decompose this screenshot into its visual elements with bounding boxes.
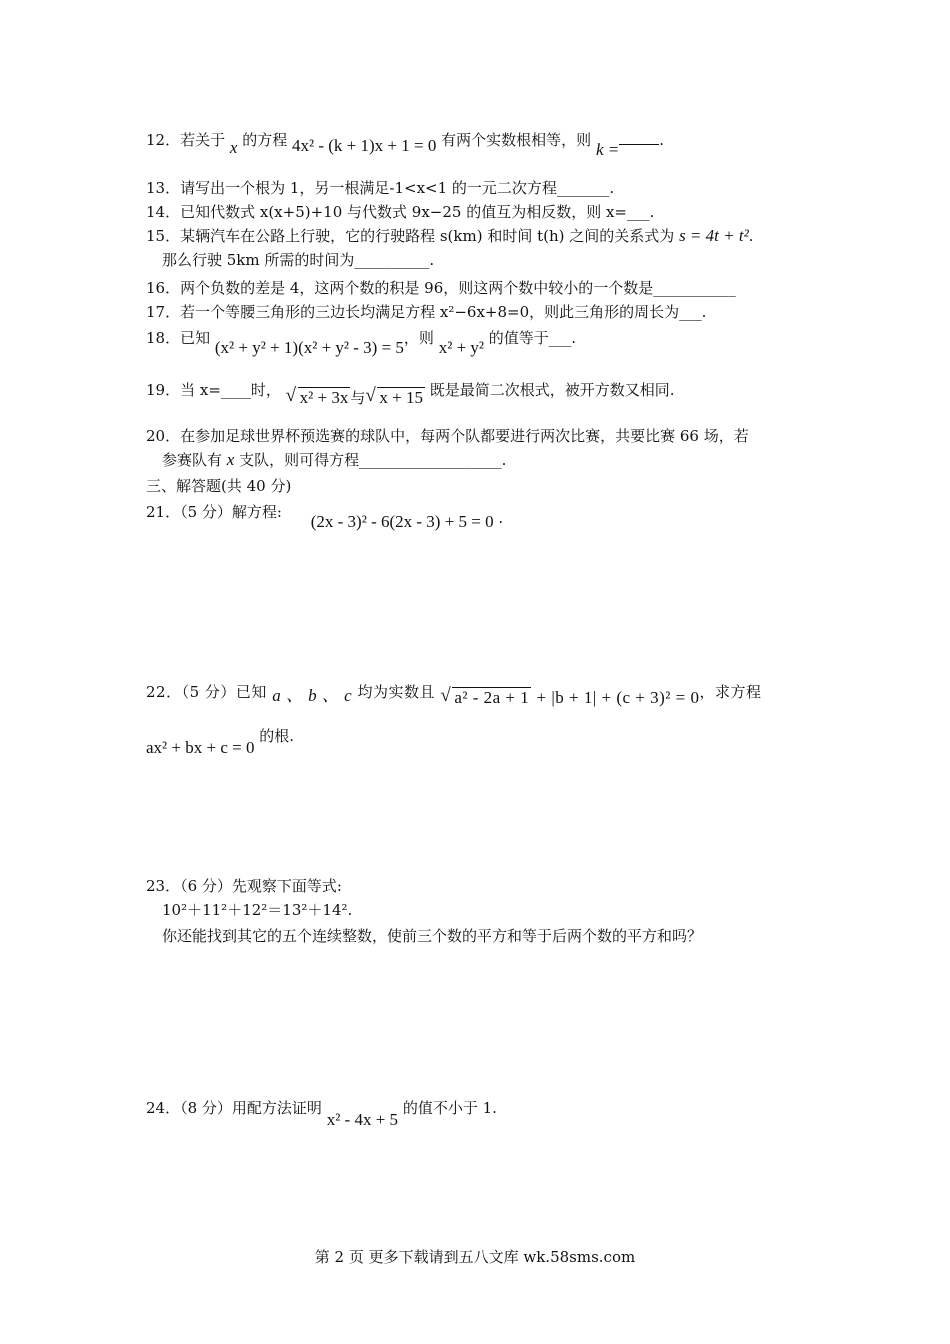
q20-var-x: x — [226, 450, 235, 469]
q12-var-x: x — [229, 138, 238, 157]
q22-text-4: 的根. — [259, 727, 295, 745]
q21-equation: (2x - 3)² - 6(2x - 3) + 5 = 0 — [310, 512, 494, 531]
q21-text: 21．（5 分）解方程: — [146, 503, 282, 521]
question-12: 12．若关于 x 的方程 4x² - (k + 1)x + 1 = 0 有两个实数根相等，则 k = . — [146, 131, 664, 159]
q12-equation: 4x² - (k + 1)x + 1 = 0 — [292, 136, 437, 155]
question-18 — [146, 328, 577, 357]
q22-text-2: 均为实数且 — [357, 683, 436, 701]
q12-text-1: 若关于 — [180, 131, 226, 149]
q12-var-k: k = — [595, 140, 620, 159]
q24-text-1: 24．（8 分）用配方法证明 — [146, 1099, 322, 1117]
q22-text-1: 22．（5 分）已知 — [146, 683, 267, 701]
q19-radical-1 — [286, 388, 351, 408]
question-19 — [146, 380, 675, 407]
question-16: 16．两个负数的差是 4，这两个数的积是 96，则这两个数中较小的一个数是___________ — [146, 279, 736, 297]
question-21: 21．（5 分）解方程: (2x - 3)² - 6(2x - 3) + 5 = 0 . — [146, 503, 504, 531]
q20-text-a: 参赛队有 — [162, 451, 223, 469]
q22-equation: ax² + bx + c = 0 — [146, 738, 255, 757]
question-15-line-2: 那么行驶 5km 所需的时间为__________. — [162, 251, 435, 269]
question-20-line-2 — [162, 450, 506, 470]
q18-equation: (x² + y² + 1)(x² + y² - 3) = 5 — [214, 338, 404, 357]
q12-text-2: 的方程 — [242, 131, 288, 149]
q24-expression: x² - 4x + 5 — [326, 1110, 399, 1129]
question-22-line-2 — [146, 726, 295, 757]
q18-text-2: ，则 — [403, 329, 434, 347]
question-24 — [146, 1098, 497, 1129]
q22-radicand: a² - 2a + 1 — [454, 688, 530, 707]
q18-expression: x² + y² — [438, 338, 484, 357]
q19-radical-2 — [365, 388, 425, 408]
question-17: 17．若一个等腰三角形的三边长均满足方程 x²−6x+8=0，则此三角形的周长为___. — [146, 303, 707, 321]
question-23-prompt: 你还能找到其它的五个连续整数，使前三个数的平方和等于后两个数的平方和吗？ — [162, 927, 703, 945]
question-15: 15．某辆汽车在公路上行驶，它的行驶路程 s(km) 和时间 t(h) 之间的关系式为 s = 4t + t². — [146, 226, 754, 245]
q18-text-3: 的值等于___. — [488, 329, 577, 347]
page-footer: 第 2 页 更多下载请到五八文库 wk.58sms.com — [314, 1248, 636, 1266]
q12-number: 12． — [146, 131, 181, 149]
q18-text-1: 18．已知 — [146, 329, 211, 347]
q19-mid: 与 — [350, 389, 366, 407]
q15-equation: s = 4t + t² — [679, 226, 749, 245]
q19-text-1: 19．当 x=____时， — [146, 381, 281, 399]
question-23-equation: 10²＋11²＋12²＝13²＋14². — [162, 901, 353, 919]
question-23: 23．（6 分）先观察下面等式: — [146, 877, 342, 895]
section-heading-3: 三、解答题(共 40 分) — [146, 477, 292, 495]
q22-radical — [440, 688, 531, 708]
q24-text-2: 的值不小于 1. — [402, 1099, 497, 1117]
q15-line-1: 15．某辆汽车在公路上行驶，它的行驶路程 s(km) 和时间 t(h) 之间的关系式为 — [146, 227, 675, 245]
question-13: 13．请写出一个根为 1，另一根满足-1<x<1 的一元二次方程_______. — [146, 179, 615, 197]
q19-radicand-2: x + 15 — [379, 388, 423, 407]
q12-text-3: 有两个实数根相等，则 — [441, 131, 592, 149]
question-14: 14．已知代数式 x(x+5)+10 与代数式 9x−25 的值互为相反数，则 x=___. — [146, 203, 655, 221]
q22-text-3: ，求方程 — [699, 683, 762, 701]
q22-variables: a 、 b 、 c — [272, 686, 353, 705]
q22-rest-expression: + |b + 1| + (c + 3)² = 0 — [536, 688, 700, 707]
question-20-line-1: 20．在参加足球世界杯预选赛的球队中，每两个队都要进行两次比赛，共要比赛 66 场，若 — [146, 427, 749, 445]
q19-text-2: 既是最简二次根式，被开方数又相同. — [429, 381, 675, 399]
question-22 — [146, 682, 762, 707]
q20-text-b: 支队，则可得方程___________________. — [239, 451, 507, 469]
q12-answer-blank — [619, 130, 659, 145]
q19-radicand-1: x² + 3x — [299, 388, 349, 407]
